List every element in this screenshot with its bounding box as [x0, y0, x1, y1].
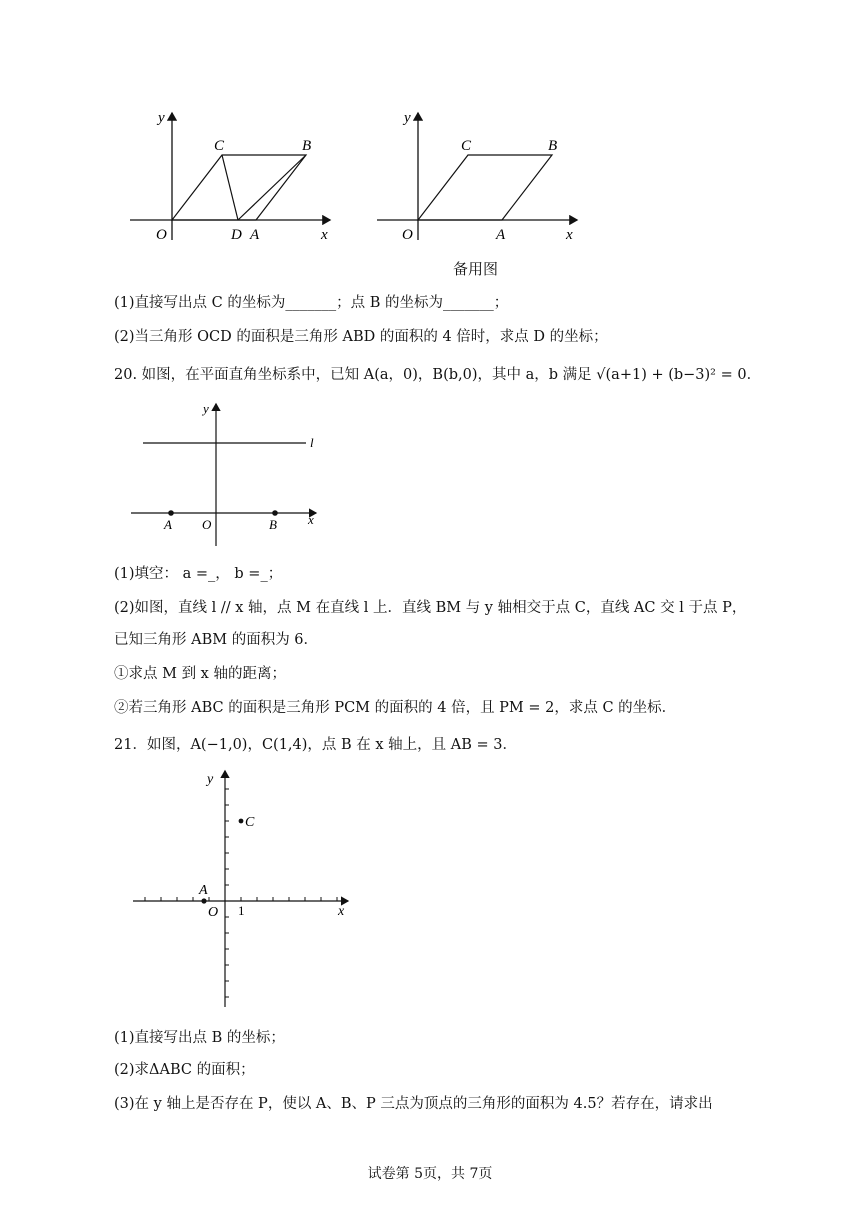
label-A: A — [199, 883, 208, 898]
point-B — [272, 510, 278, 516]
q21-part1: (1)直接写出点 B 的坐标； — [114, 1030, 285, 1046]
figure-q21 — [128, 765, 358, 1015]
label-B: B — [269, 517, 277, 532]
segment-BD — [238, 155, 306, 220]
label-y: y — [158, 110, 165, 126]
label-C: C — [461, 138, 472, 154]
label-O: O — [208, 905, 219, 920]
q21-part3: (3)在 y 轴上是否存在 P，使以 A、B、P 三点为顶点的三角形的面积为 4.5？若存在，请求出 — [114, 1096, 713, 1112]
q20-part2-item1: ①求点 M 到 x 轴的距离； — [114, 666, 286, 682]
q21-stem: 21．如图，A(−1,0)，C(1,4)，点 B 在 x 轴上，且 AB = 3． — [114, 737, 518, 753]
label-A: A — [164, 517, 172, 532]
segment-CD — [222, 155, 238, 220]
label-y: y — [207, 772, 214, 787]
label-B: B — [302, 138, 312, 154]
q20-part2-line1: (2)如图，直线 l // x 轴，点 M 在直线 l 上．直线 BM 与 y 轴相交于点 C，直线 AC 交 l 于点 P， — [114, 600, 747, 616]
point-A — [201, 898, 206, 903]
q19-part1: (1)直接写出点 C 的坐标为_______；点 B 的坐标为_______； — [114, 295, 509, 311]
figure-caption: 备用图 — [453, 260, 499, 278]
y-ticks — [225, 789, 229, 997]
q20-part2-line2: 已知三角形 ABM 的面积为 6． — [114, 632, 319, 648]
label-x: x — [566, 227, 573, 243]
label-y: y — [404, 110, 411, 126]
parallelogram-OABC — [172, 155, 306, 220]
figure-parallelogram-right — [372, 105, 587, 245]
figure-q20 — [128, 396, 328, 551]
q20-part2-item2: ②若三角形 ABC 的面积是三角形 PCM 的面积的 4 倍，且 PM = 2，求点 C 的坐标． — [114, 700, 677, 716]
parallelogram-OABC — [418, 155, 552, 220]
label-B: B — [548, 138, 558, 154]
label-one: 1 — [238, 903, 245, 918]
q20-stem: 20. 如图，在平面直角坐标系中，已知 A(a，0)，B(b,0)，其中 a，b 满足 √(a+1) + (b−3)² = 0． — [114, 367, 762, 383]
page-footer: 试卷第 5页，共 7页 — [367, 1166, 493, 1182]
label-O: O — [402, 227, 413, 243]
label-y: y — [203, 401, 209, 416]
label-O: O — [202, 517, 212, 532]
label-D: D — [231, 227, 242, 243]
label-O: O — [156, 227, 167, 243]
figure-parallelogram-left — [125, 105, 340, 245]
q21-part2: (2)求ΔABC 的面积； — [114, 1062, 255, 1078]
q19-part2: (2)当三角形 OCD 的面积是三角形 ABD 的面积的 4 倍时，求点 D 的坐标； — [114, 329, 608, 345]
label-x: x — [338, 904, 345, 919]
label-x: x — [321, 227, 328, 243]
label-C: C — [214, 138, 225, 154]
label-A: A — [496, 227, 506, 243]
q20-part1: (1)填空： a =_， b =_； — [114, 566, 283, 582]
label-C: C — [245, 815, 255, 830]
label-x: x — [308, 512, 314, 527]
point-A — [168, 510, 174, 516]
point-C — [239, 819, 244, 824]
label-A: A — [250, 227, 260, 243]
label-l: l — [310, 435, 314, 450]
